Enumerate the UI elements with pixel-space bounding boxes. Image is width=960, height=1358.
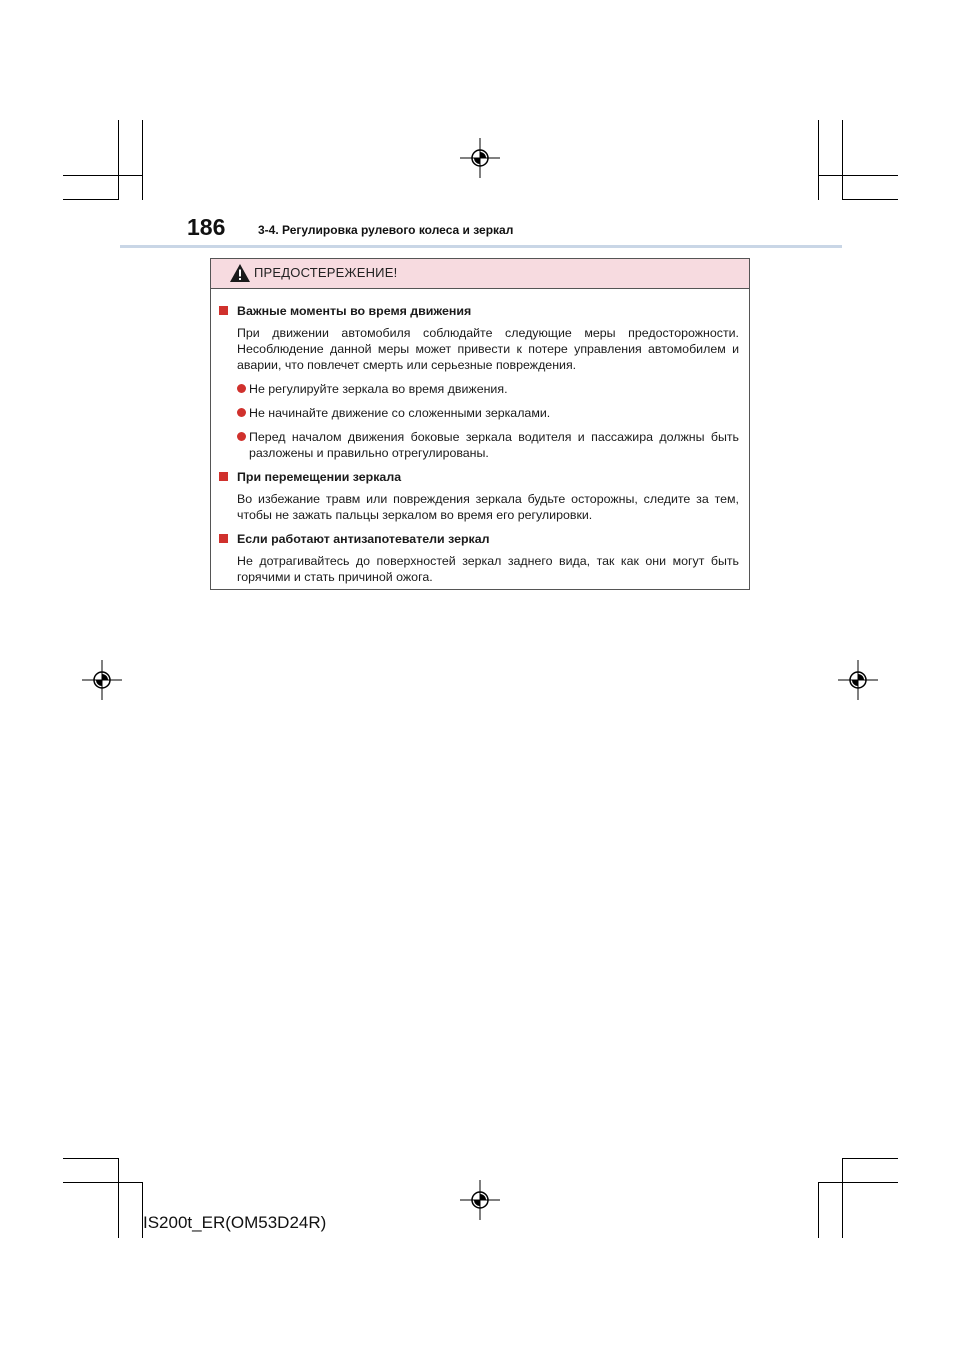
list-item-text: Перед началом движения боковые зеркала водителя и пассажира должны быть разложены и правильно отрегулированы. [249,430,739,460]
header-divider [120,245,842,248]
round-bullet-icon [237,408,246,417]
caution-header [211,259,749,289]
section-heading-text: При перемещении зеркала [237,470,402,484]
registration-mark-icon [460,1180,500,1220]
section-paragraph: При движении автомобиля соблюдайте следующие меры предосторожности. Несоблюдение данной меры может привести к потере управления автомобилем и аварии, что повлечет смерть или серьезные повреждения. [237,326,739,372]
list-item [219,429,739,461]
page-number: 186 [187,214,226,240]
registration-mark-icon [838,660,878,700]
round-bullet-icon [237,432,246,441]
section-paragraph: Не дотрагивайтесь до поверхностей зеркал заднего вида, так как они могут быть горячими и стать причиной ожога. [237,554,739,584]
document-code: IS200t_ER(OM53D24R) [143,1213,327,1232]
square-bullet-icon [219,534,228,543]
section-paragraph: Во избежание травм или повреждения зеркала будьте осторожны, следите за тем, чтобы не зажать пальцы зеркалом во время его регулировки. [237,492,739,522]
registration-mark-icon [82,660,122,700]
list-item-text: Не регулируйте зеркала во время движения. [249,382,508,396]
square-bullet-icon [219,472,228,481]
section-heading-text: Важные моменты во время движения [237,304,472,318]
section-title: 3-4. Регулировка рулевого колеса и зеркал [258,223,514,237]
section-heading-text: Если работают антизапотеватели зеркал [237,532,490,546]
list-item [219,405,739,421]
caution-body [211,289,749,585]
list-item [219,381,739,397]
list-item-text: Не начинайте движение со сложенными зеркалами. [249,406,551,420]
section-heading [219,531,739,547]
caution-box [210,258,750,590]
square-bullet-icon [219,306,228,315]
warning-triangle-icon [229,263,251,283]
round-bullet-icon [237,384,246,393]
section-heading [219,469,739,485]
section-heading [219,303,739,319]
registration-mark-icon [460,138,500,178]
caution-title: ПРЕДОСТЕРЕЖЕНИЕ! [254,265,398,280]
